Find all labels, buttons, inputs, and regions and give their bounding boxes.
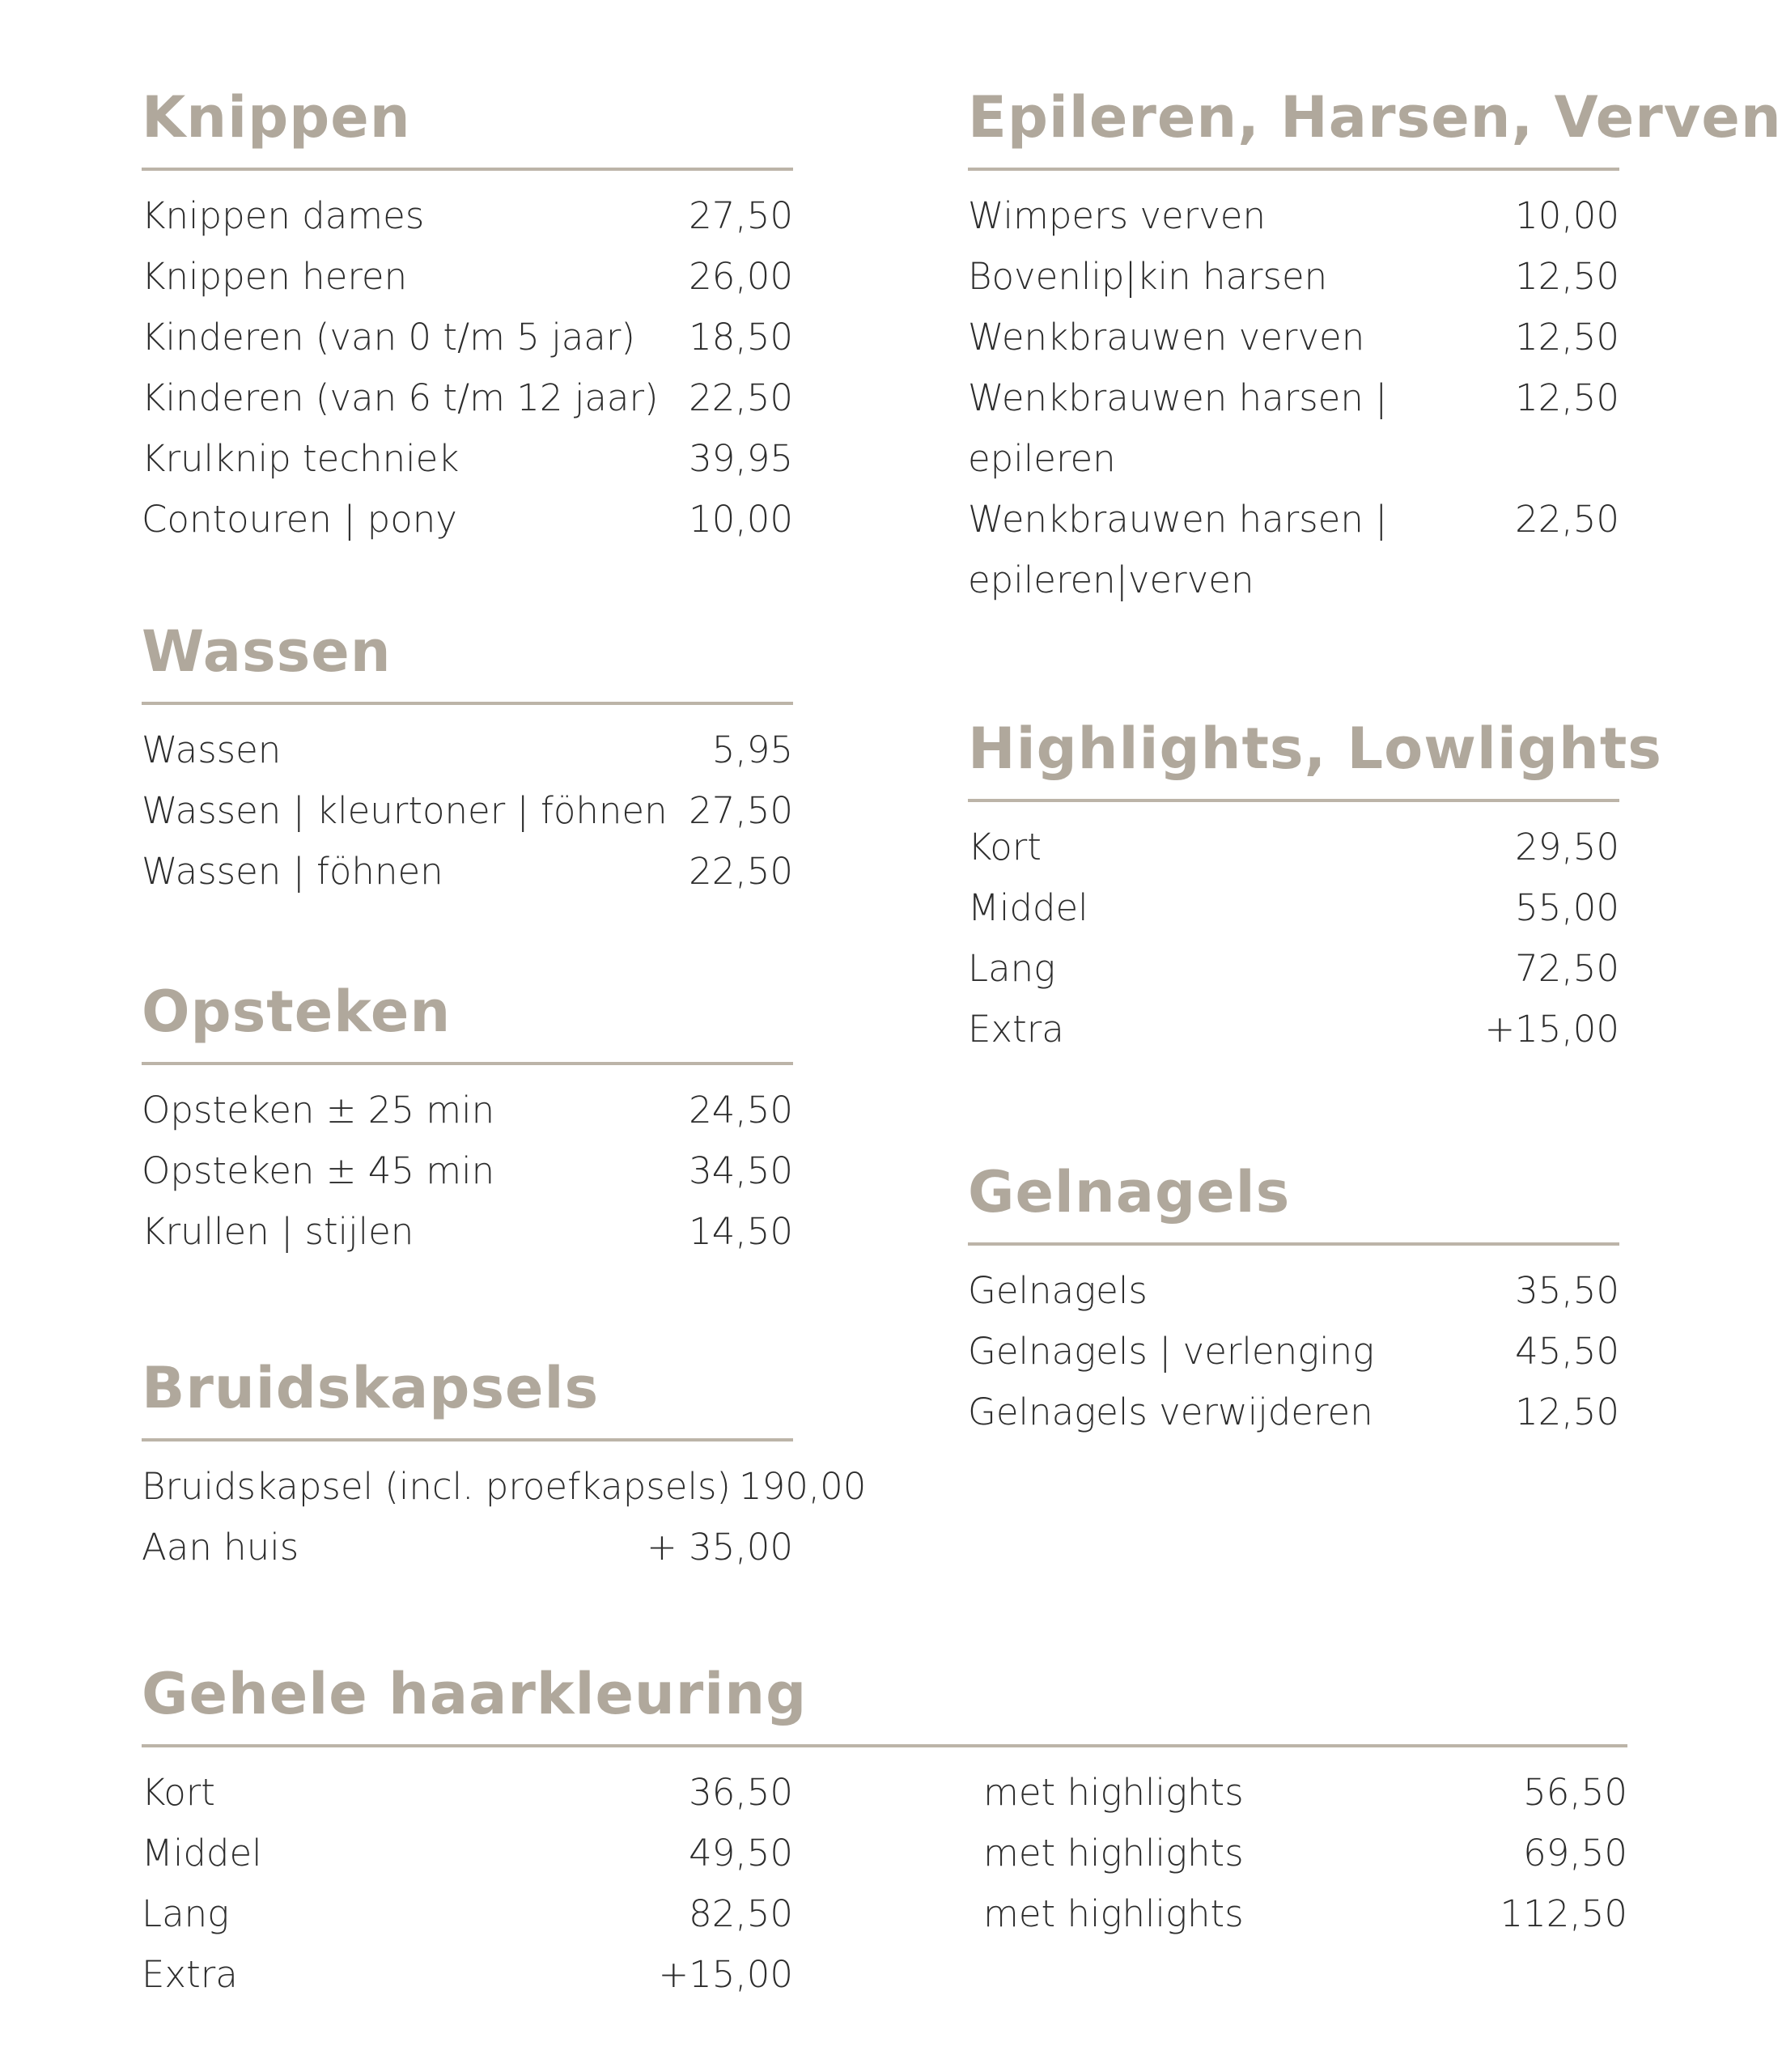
service-price: 45,50 bbox=[1515, 1330, 1619, 1373]
service-price: 12,50 bbox=[1515, 316, 1619, 359]
section-highlights bbox=[968, 715, 1662, 1059]
service-label: Wenkbrauwen harsen | epileren|verven bbox=[968, 498, 1388, 601]
section-divider bbox=[142, 1062, 793, 1065]
service-price: 39,95 bbox=[689, 437, 793, 480]
service-price: 36,50 bbox=[689, 1771, 793, 1814]
price-row bbox=[142, 367, 793, 428]
section-divider bbox=[142, 168, 793, 171]
price-row bbox=[968, 1382, 1619, 1442]
price-row bbox=[968, 1260, 1619, 1321]
section-title: Gehele haarkleuring bbox=[142, 1661, 808, 1727]
price-row bbox=[142, 1080, 793, 1140]
section-wassen bbox=[142, 619, 793, 902]
service-label: Bruidskapsel (incl. proefkapsels) bbox=[142, 1465, 731, 1508]
section-title: Gelnagels bbox=[968, 1159, 1291, 1225]
service-price: 22,50 bbox=[689, 376, 793, 419]
service-price: 5,95 bbox=[711, 728, 793, 771]
price-row bbox=[142, 1140, 793, 1201]
price-row bbox=[142, 428, 793, 489]
price-row bbox=[142, 1517, 793, 1577]
service-label: Kort bbox=[142, 1771, 215, 1814]
service-price: 12,50 bbox=[1515, 1391, 1619, 1433]
price-row bbox=[968, 246, 1619, 307]
service-label: Krulknip techniek bbox=[142, 437, 460, 480]
price-row bbox=[142, 1762, 793, 1823]
price-row bbox=[968, 817, 1619, 877]
section-title: Knippen bbox=[142, 84, 411, 151]
service-label: Knippen dames bbox=[142, 194, 425, 237]
service-label: met highlights bbox=[983, 1832, 1244, 1875]
service-price: 82,50 bbox=[689, 1892, 793, 1935]
service-label: Knippen heren bbox=[142, 255, 408, 298]
service-label: Middel bbox=[968, 886, 1088, 929]
service-label: Opsteken ± 45 min bbox=[142, 1149, 495, 1192]
section-divider bbox=[968, 799, 1619, 802]
haarkleuring-columns bbox=[142, 1762, 1627, 2005]
service-price: 27,50 bbox=[689, 194, 793, 237]
price-row bbox=[142, 780, 793, 841]
price-row bbox=[968, 999, 1619, 1059]
price-row bbox=[968, 185, 1619, 246]
service-price: 18,50 bbox=[689, 316, 793, 359]
service-label: met highlights bbox=[983, 1892, 1244, 1935]
service-label: Lang bbox=[968, 947, 1056, 990]
service-label: Wimpers verven bbox=[968, 194, 1266, 237]
service-label: Lang bbox=[142, 1892, 230, 1935]
service-price: 69,50 bbox=[1523, 1832, 1627, 1875]
section-title: Wassen bbox=[142, 618, 392, 685]
price-row bbox=[142, 185, 793, 246]
section-gelnagels bbox=[968, 1160, 1619, 1442]
service-label: Aan huis bbox=[142, 1526, 299, 1569]
service-label: met highlights bbox=[983, 1771, 1244, 1814]
price-row bbox=[968, 938, 1619, 999]
service-price: 12,50 bbox=[1515, 255, 1619, 298]
service-label: Contouren | pony bbox=[142, 498, 457, 541]
service-label: Wenkbrauwen verven bbox=[968, 316, 1365, 359]
price-row bbox=[142, 1456, 867, 1517]
price-row bbox=[142, 489, 793, 550]
section-haarkleuring bbox=[142, 1662, 1627, 2005]
section-opsteken bbox=[142, 979, 793, 1262]
service-price: 14,50 bbox=[689, 1210, 793, 1253]
service-price: +15,00 bbox=[1484, 1008, 1619, 1051]
service-price: 56,50 bbox=[1523, 1771, 1627, 1814]
price-row bbox=[142, 1823, 793, 1883]
service-label: Extra bbox=[142, 1953, 238, 1996]
section-divider bbox=[968, 168, 1619, 171]
price-row bbox=[983, 1823, 1627, 1883]
service-label: Opsteken ± 25 min bbox=[142, 1089, 495, 1132]
price-row bbox=[142, 307, 793, 367]
service-label: Wenkbrauwen harsen | epileren bbox=[968, 376, 1388, 480]
service-price: 26,00 bbox=[689, 255, 793, 298]
service-price: 10,00 bbox=[689, 498, 793, 541]
service-label: Krullen | stijlen bbox=[142, 1210, 414, 1253]
service-price: 35,50 bbox=[1515, 1269, 1619, 1312]
service-label: Kinderen (van 6 t/m 12 jaar) bbox=[142, 376, 659, 419]
price-row bbox=[968, 367, 1619, 489]
section-divider bbox=[142, 1744, 1627, 1747]
service-label: Gelnagels bbox=[968, 1269, 1148, 1312]
price-row bbox=[142, 1883, 793, 1944]
price-row bbox=[983, 1883, 1627, 1944]
section-divider bbox=[968, 1242, 1619, 1246]
section-divider bbox=[142, 1438, 793, 1441]
service-label: Extra bbox=[968, 1008, 1064, 1051]
service-label: Middel bbox=[142, 1832, 262, 1875]
price-row bbox=[142, 1944, 793, 2005]
service-label: Gelnagels | verlenging bbox=[968, 1330, 1375, 1373]
price-row bbox=[142, 720, 793, 780]
service-price: 12,50 bbox=[1515, 376, 1619, 419]
service-price: 72,50 bbox=[1515, 947, 1619, 990]
section-title: Epileren, Harsen, Verven bbox=[968, 84, 1782, 151]
service-price: 29,50 bbox=[1515, 826, 1619, 868]
service-price: 22,50 bbox=[1515, 498, 1619, 541]
haarkleuring-right-column bbox=[983, 1762, 1627, 2005]
haarkleuring-left-column bbox=[142, 1762, 793, 2005]
price-row bbox=[968, 877, 1619, 938]
service-price: 49,50 bbox=[689, 1832, 793, 1875]
service-price: +15,00 bbox=[658, 1953, 793, 1996]
service-price: 34,50 bbox=[689, 1149, 793, 1192]
price-row bbox=[968, 489, 1619, 610]
section-divider bbox=[142, 702, 793, 705]
service-label: Kinderen (van 0 t/m 5 jaar) bbox=[142, 316, 635, 359]
service-price: 190,00 bbox=[738, 1465, 867, 1508]
service-price: 10,00 bbox=[1515, 194, 1619, 237]
section-bruidskapsels bbox=[142, 1355, 867, 1577]
service-label: Wassen bbox=[142, 728, 282, 771]
service-label: Bovenlip|kin harsen bbox=[968, 255, 1328, 298]
section-knippen bbox=[142, 85, 793, 550]
service-label: Wassen | föhnen bbox=[142, 850, 443, 893]
price-row bbox=[142, 841, 793, 902]
section-title: Opsteken bbox=[142, 979, 452, 1045]
service-label: Wassen | kleurtoner | föhnen bbox=[142, 789, 668, 832]
service-price: 55,00 bbox=[1515, 886, 1619, 929]
price-row bbox=[142, 246, 793, 307]
service-label: Gelnagels verwijderen bbox=[968, 1391, 1373, 1433]
service-price: 27,50 bbox=[689, 789, 793, 832]
service-price: 112,50 bbox=[1500, 1892, 1627, 1935]
service-price: + 35,00 bbox=[647, 1526, 793, 1569]
price-row bbox=[142, 1201, 793, 1262]
price-row bbox=[968, 307, 1619, 367]
section-title: Bruidskapsels bbox=[142, 1355, 600, 1421]
section-title: Highlights, Lowlights bbox=[968, 715, 1662, 782]
service-label: Kort bbox=[968, 826, 1042, 868]
section-epileren bbox=[968, 84, 1782, 610]
service-price: 24,50 bbox=[689, 1089, 793, 1132]
service-price: 22,50 bbox=[689, 850, 793, 893]
price-row bbox=[983, 1762, 1627, 1823]
price-row bbox=[968, 1321, 1619, 1382]
